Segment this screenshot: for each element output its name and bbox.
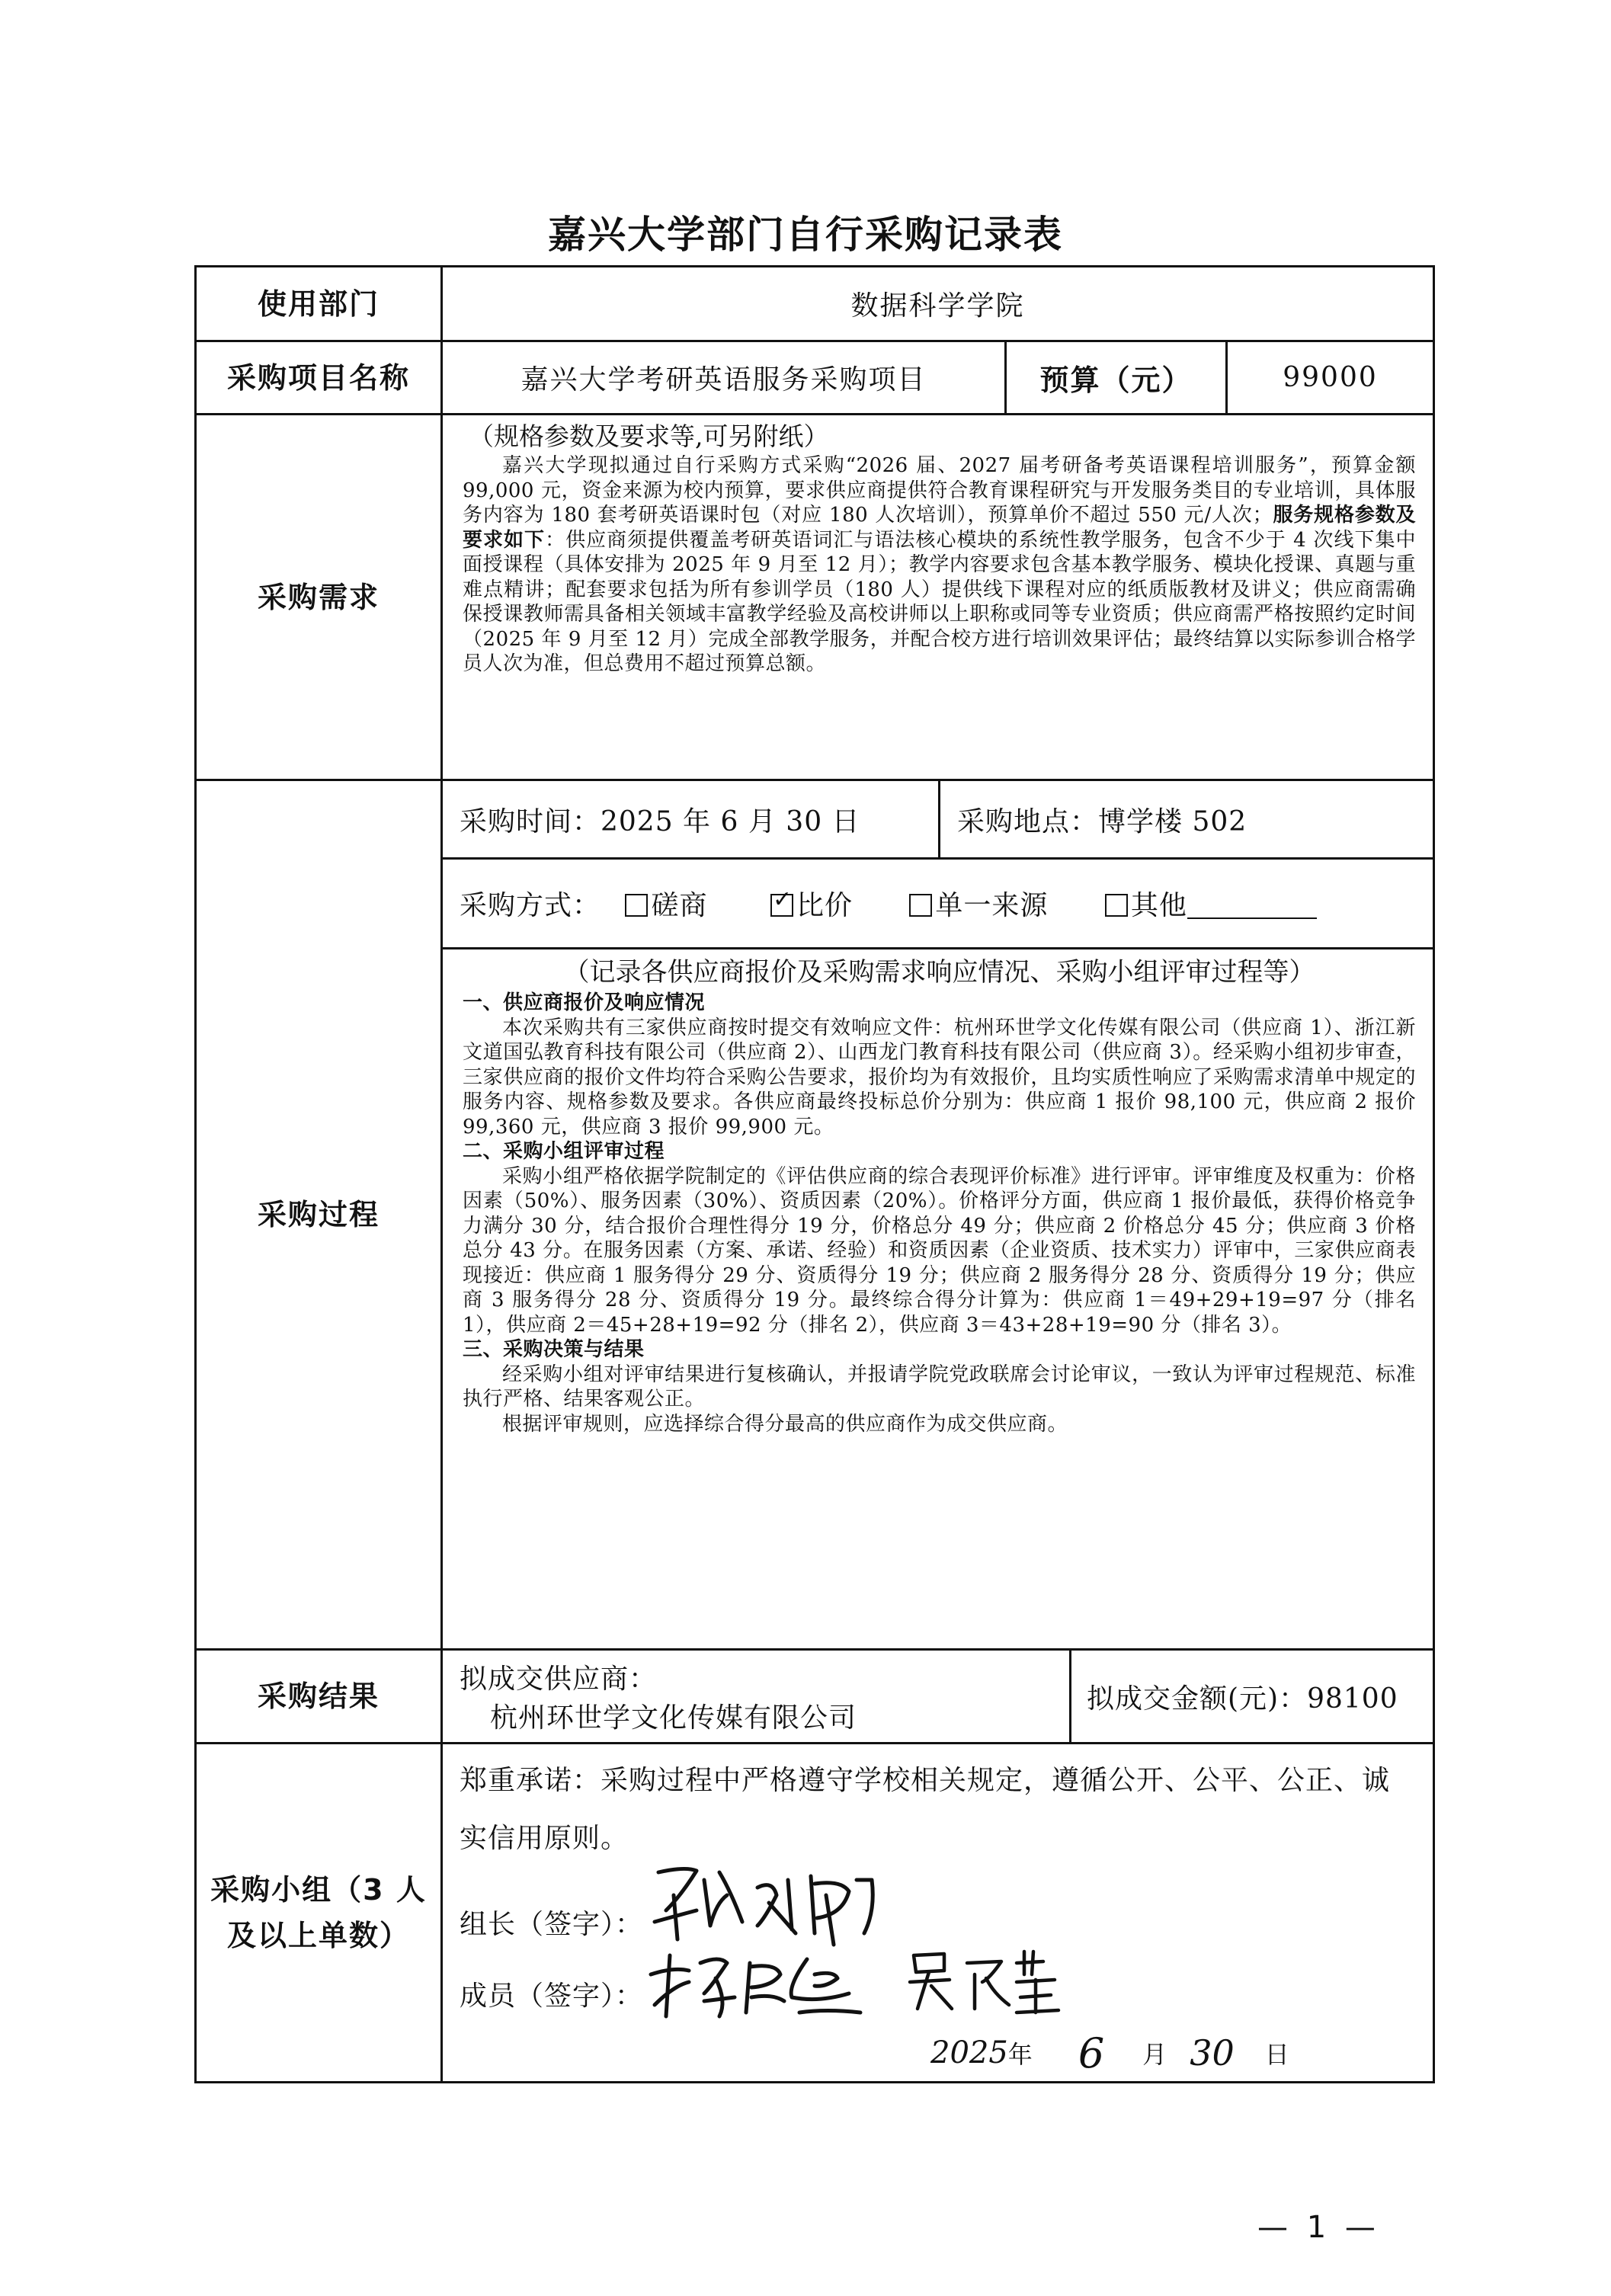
date-month: 6 [1078,2029,1105,2077]
handwritten-signature-member-2 [902,1940,1070,2016]
handwritten-signature-member-1 [643,1940,872,2024]
process-time-place-cell [442,780,1434,859]
team-label [196,1744,442,2083]
other-blank-line [1187,892,1317,919]
method-single-source-label: 单一来源 [935,890,1049,921]
date-month-suffix: 月 [1142,2040,1167,2069]
result-row [196,1650,1434,1744]
method-consultation-label: 磋商 [651,890,708,921]
requirements-text-part1: 嘉兴大学现拟通过自行采购方式采购“2026 届、2027 届考研备考英语课程培训服务”，预算金额 99,000 元，资金来源为校内预算，要求供应商提供符合教育课程研究与开发服务类目的专业培训，具体服务内容为 180 套考研英语课时包（对应 180 人次培训），预算单价不超过 550 元/人次； [463,454,1417,527]
member-label: 成员（签字）： [460,1980,644,2012]
requirements-hint: （规格参数及要求等,可另附纸） [469,421,829,451]
team-label-line-1: 采购小组（3 人 [210,1873,427,1907]
requirements-text-part2: ：供应商须提供覆盖考研英语词汇与语法核心模块的系统性教学服务，包含不少于 4 次线下集中面授课程（具体安排为 2025 年 9 月至 12 月）；教学内容要求包含基本教学服务、模块化授课、真题与重难点精讲；配套要求包括为所有参训学员（180 人）提供线下课程对应的纸质版教材及讲义；供应商需确保授课教师需具备相关领域丰富教学经验及高校讲师以上职称或同等专业资质；供应商需严格按照约定时间（2025 年 9 月至 12 月）完成全部教学服务，并配合校方进行培训效果评估；最终结算以实际参训合格学员人次为准，但总费用不超过预算总额。 [463,528,1417,675]
department-row [196,267,1434,341]
supplier-value: 杭州环世学文化传媒有限公司 [490,1702,857,1734]
procurement-time: 采购时间：2025 年 6 月 30 日 [443,781,940,857]
procurement-place: 采购地点：博学楼 502 [957,805,1247,837]
section-1-text: 本次采购共有三家供应商按时提交有效响应文件：杭州环世学文化传媒有限公司（供应商 1）、浙江新文道国弘教育科技有限公司（供应商 2）、山西龙门教育科技有限公司（供应商 3）。经采购小组初步审查，三家供应商的报价文件均符合采购公告要求，报价均为有效报价，且均实质性响应了采购需求清单中规定的服务内容、规格参数及要求。各供应商最终投标总价分别为：供应商 1 报价 98,100 元，供应商 2 报价 99,360 元，供应商 3 报价 99,900 元。 [463,1016,1417,1138]
team-row [196,1744,1434,2083]
procurement-method [442,859,1434,949]
method-label: 采购方式： [460,890,601,921]
section-3-text-2: 根据评审规则，应选择综合得分最高的供应商作为成交供应商。 [502,1412,1068,1436]
date-day: 30 [1190,2032,1235,2073]
method-other [1105,890,1317,921]
method-price-comparison [770,886,853,921]
date-year-suffix: 年 [1007,2040,1033,2069]
checkbox-single-source[interactable] [909,894,932,917]
member-signature-2 [902,1971,1070,2016]
section-3-heading: 三、采购决策与结果 [463,1338,645,1361]
team-label-line-2: 及以上单数） [226,1919,410,1952]
process-narrative [442,949,1434,1650]
process-time-row [196,780,1434,859]
handwritten-signature-leader [643,1849,895,1949]
supplier-block [443,1651,1071,1742]
pledge-text: 郑重承诺：采购过程中严格遵守学校相关规定，遵循公开、公平、公正、诚实信用原则。 [460,1765,1391,1854]
checkbox-other[interactable] [1105,894,1128,917]
project-row [196,341,1434,415]
check-mark-icon: ✓ [772,886,793,913]
budget-label: 预算（元） [1006,341,1227,415]
supplier-label: 拟成交供应商： [460,1664,658,1695]
requirements-text [463,453,1416,677]
section-2-heading: 二、采购小组评审过程 [463,1140,665,1163]
section-1-heading: 一、供应商报价及响应情况 [463,991,706,1014]
process-label: 采购过程 [196,780,442,1650]
team-content [442,1744,1434,2083]
method-consultation [625,890,707,921]
result-label: 采购结果 [196,1650,442,1744]
date-year: 2025 [930,2035,1008,2070]
section-2-text: 采购小组严格依据学院制定的《评估供应商的综合表现评价标准》进行评审。评审维度及权重为：价格因素（50%）、服务因素（30%）、资质因素（20%）。价格评分方面，供应商 1 报价最低，获得价格竞争力满分 30 分，结合报价合理性得分 19 分，价格总分 49 分；供应商 2 价格总分 45 分；供应商 3 价格总分 43 分。在服务因素（方案、承诺、经验）和资质因素（企业资质、技术实力）评审中，三家供应商表现接近：供应商 1 服务得分 29 分、资质得分 19 分；供应商 2 服务得分 28 分、资质得分 19 分；供应商 3 服务得分 28 分、资质得分 19 分。最终综合得分计算为：供应商 1＝49+29+19=97 分（排名 1），供应商 2＝45+28+19=92 分（排名 2），供应商 3＝43+28+19=90 分（排名 3）。 [463,1164,1417,1337]
member-signature-line [460,1959,1416,2028]
requirements-label: 采购需求 [196,415,442,780]
requirements-spec-heading: 服务规格参数及要求如下 [463,504,1416,552]
checkbox-price-comparison[interactable] [770,886,793,917]
leader-label: 组长（签字）： [460,1908,644,1940]
method-price-comparison-label: 比价 [796,890,853,921]
sign-date [930,2030,1289,2076]
page-number: — 1 — [1257,2210,1380,2245]
project-name-label: 采购项目名称 [196,341,442,415]
member-signature-1 [643,1963,872,2024]
deal-amount: 拟成交金额(元)：98100 [1087,1683,1398,1715]
procurement-record-table [194,265,1435,2083]
requirements-content [442,415,1434,780]
result-cell [442,1650,1434,1744]
project-name-value: 嘉兴大学考研英语服务采购项目 [442,341,1006,415]
method-single-source [909,890,1048,921]
department-label: 使用部门 [196,267,442,341]
document-title: 嘉兴大学部门自行采购记录表 [548,213,1063,257]
method-other-label: 其他 [1130,890,1187,921]
section-3-text-1: 经采购小组对评审结果进行复核确认，并报请学院党政联席会讨论审议，一致认为评审过程规范、标准执行严格、结果客观公正。 [463,1363,1417,1411]
requirements-row [196,415,1434,780]
department-value: 数据科学学院 [442,267,1434,341]
date-day-suffix: 日 [1264,2040,1289,2069]
process-hint: （记录各供应商报价及采购需求响应情况、采购小组评审过程等） [563,957,1315,988]
checkbox-consultation[interactable] [625,894,648,917]
budget-value: 99000 [1227,341,1434,415]
